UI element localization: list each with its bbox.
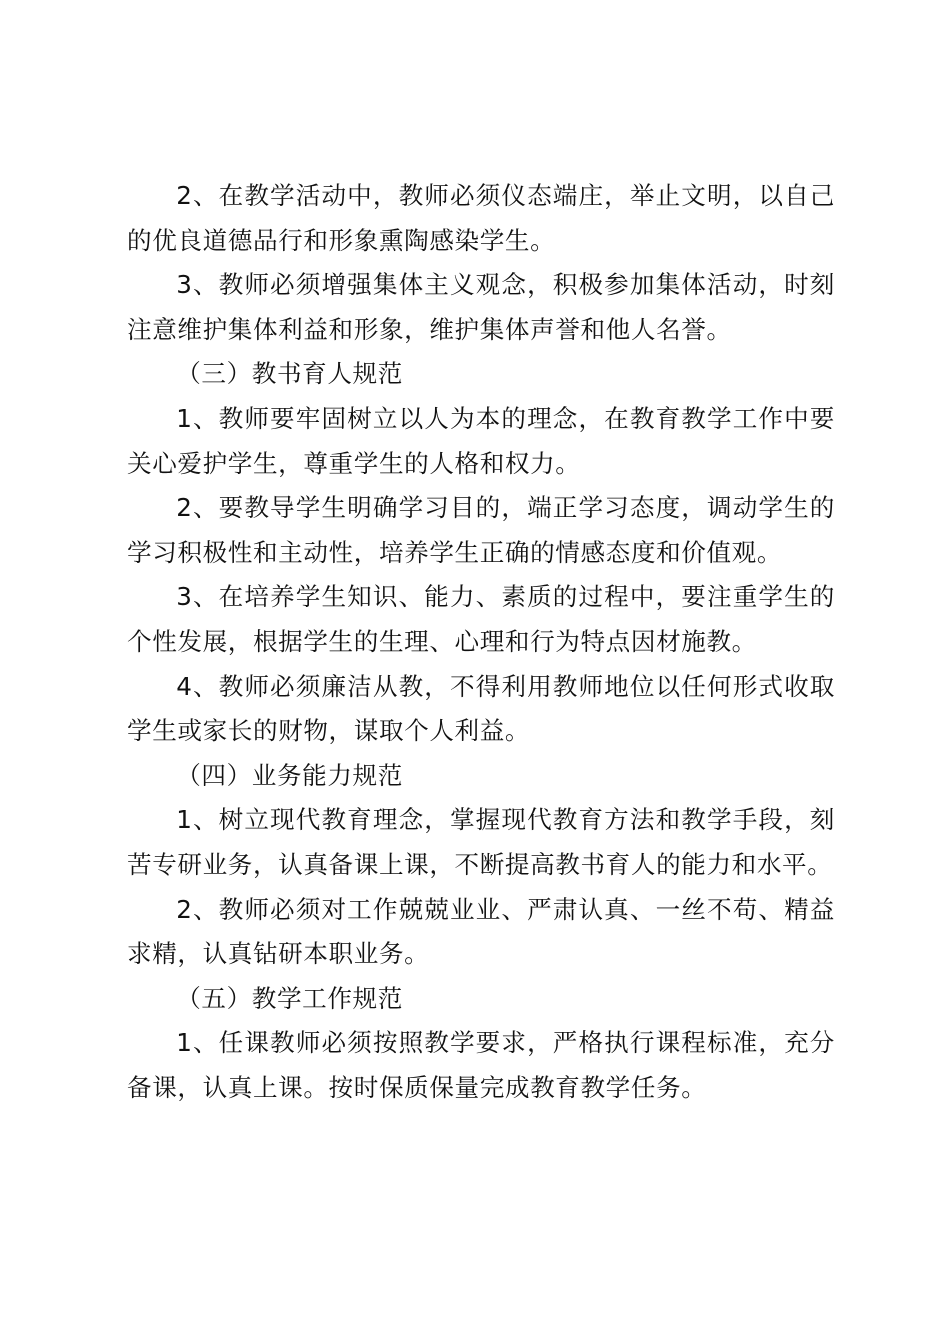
paragraph-learning-goals: 2、要教导学生明确学习目的，端正学习态度，调动学生的学习积极性和主动性，培养学生正确的情感态度和价值观。 [127, 493, 835, 567]
paragraph-modern-education: 1、树立现代教育理念，掌握现代教育方法和教学手段，刻苦专研业务，认真备课上课，不断提高教书育人的能力和水平。 [127, 805, 835, 879]
paragraph-curriculum-standards: 1、任课教师必须按照教学要求，严格执行课程标准，充分备课，认真上课。按时保质保量完成教育教学任务。 [127, 1028, 835, 1102]
paragraph-etiquette: 2、在教学活动中，教师必须仪态端庄，举止文明，以自己的优良道德品行和形象熏陶感染学生。 [127, 181, 835, 255]
document-body [127, 174, 835, 1110]
section-heading-teaching-work: （五）教学工作规范 [176, 983, 403, 1013]
paragraph-individual-development: 3、在培养学生知识、能力、素质的过程中，要注重学生的个性发展，根据学生的生理、心理和行为特点因材施教。 [127, 582, 835, 656]
section-heading-educating: （三）教书育人规范 [176, 359, 403, 389]
paragraph-collectivism: 3、教师必须增强集体主义观念，积极参加集体活动，时刻注意维护集体利益和形象，维护集体声誉和他人名誉。 [127, 270, 835, 344]
paragraph-people-oriented: 1、教师要牢固树立以人为本的理念，在教育教学工作中要关心爱护学生，尊重学生的人格和权力。 [127, 403, 835, 478]
section-heading-professional-ability: （四）业务能力规范 [176, 760, 403, 790]
paragraph-diligence: 2、教师必须对工作兢兢业业、严肃认真、一丝不苟、精益求精，认真钻研本职业务。 [127, 894, 835, 969]
paragraph-integrity: 4、教师必须廉洁从教，不得利用教师地位以任何形式收取学生或家长的财物，谋取个人利益。 [127, 671, 835, 746]
